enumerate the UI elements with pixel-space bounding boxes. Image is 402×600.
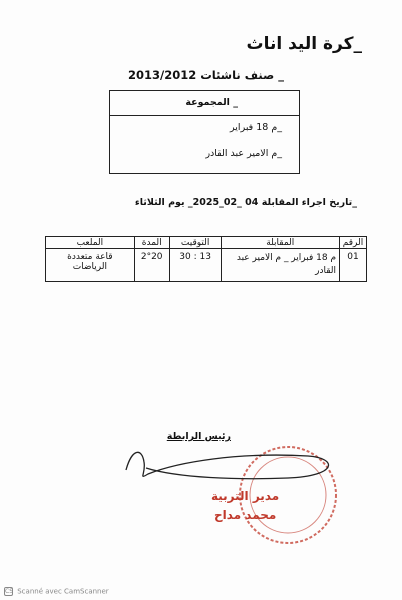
match-date-day: 04 xyxy=(245,197,259,208)
category-label: _ صنف ناشئات xyxy=(200,68,284,82)
stamp-line-1: مدير التربية xyxy=(211,489,280,503)
group-box xyxy=(109,90,300,174)
group-team-2: _م الامير عبد القادر xyxy=(205,148,282,159)
match-date-weekday: يوم الثلاثاء xyxy=(134,197,185,208)
match-date-year: 2025 xyxy=(192,197,220,208)
cell-time: 13 : 30 xyxy=(169,249,221,282)
group-heading: _ المجموعة xyxy=(185,97,238,108)
cell-venue: قاعة متعددة الرياضات xyxy=(46,249,135,282)
schedule-table xyxy=(45,236,367,282)
column-header-match: المقابلة xyxy=(221,237,339,249)
match-date-line: _تاريخ اجراء المقابلة 04 _02_2025_ يوم الثلاثاء xyxy=(134,197,357,208)
scanner-footer xyxy=(4,587,109,596)
column-header-venue: الملعب xyxy=(46,237,135,249)
table-row xyxy=(46,249,367,282)
cell-duration: 2°20 xyxy=(134,249,169,282)
match-date-month: 02 xyxy=(223,197,238,208)
column-header-number: الرقم xyxy=(340,237,367,249)
column-header-time: التوقيت xyxy=(169,237,221,249)
stamp-line-2: محمد مداح xyxy=(214,508,277,522)
president-label: رئيس الرابطة xyxy=(166,431,231,442)
document-title: _كرة اليد اناث xyxy=(246,34,362,54)
cell-match: م 18 فبراير _ م الامير عبد القادر xyxy=(221,249,339,282)
signature-stamp-area xyxy=(118,440,348,560)
category-years: 2013/2012 xyxy=(127,68,197,82)
column-header-duration: المدة xyxy=(134,237,169,249)
group-header xyxy=(110,91,299,116)
scanner-text: Scanné avec CamScanner xyxy=(17,587,109,596)
match-date-label: _تاريخ اجراء المقابلة xyxy=(261,197,357,208)
schedule-header-row xyxy=(46,237,367,249)
cell-number: 01 xyxy=(340,249,367,282)
group-team-1: _م 18 فبراير xyxy=(230,122,282,133)
camscanner-icon: CS xyxy=(5,588,13,595)
category-line xyxy=(128,68,284,82)
